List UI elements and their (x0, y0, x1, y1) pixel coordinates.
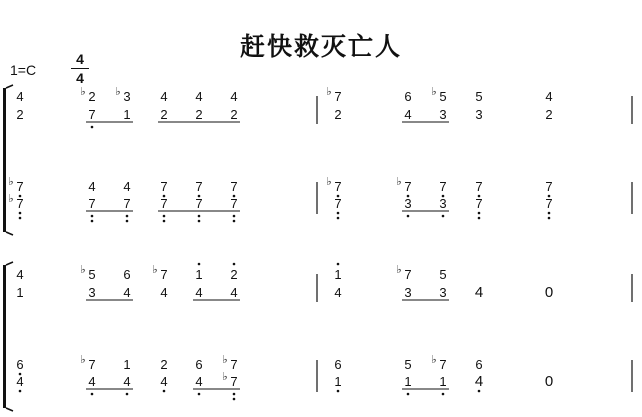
note-digit: 1 (334, 267, 342, 282)
system-brace (3, 85, 13, 235)
octave-dot-below (91, 215, 94, 218)
note-digit: 6 (475, 357, 483, 372)
note (334, 357, 341, 372)
note-digit: 7 (334, 89, 342, 104)
note-digit: 7 (545, 179, 553, 194)
flat-accidental: ♭ (396, 176, 402, 188)
octave-dot-above (337, 263, 340, 266)
note-digit: 5 (88, 267, 96, 282)
octave-dot-below (91, 220, 94, 223)
key-signature: 1=C (10, 62, 37, 78)
note (16, 285, 23, 300)
note-digit: 3 (88, 285, 96, 300)
flat-accidental: ♭ (396, 264, 402, 276)
note (545, 373, 553, 390)
octave-dot-below (198, 215, 201, 218)
flat-accidental: ♭ (80, 86, 86, 98)
note (439, 196, 446, 217)
note-digit: 4 (160, 285, 168, 300)
octave-dot-below (233, 393, 236, 396)
note (123, 285, 130, 300)
note-digit: 7 (88, 107, 96, 122)
note (160, 107, 167, 122)
note (195, 196, 202, 222)
note-digit: 4 (195, 285, 203, 300)
note (475, 357, 482, 372)
note-digit: 4 (404, 107, 412, 122)
note-digit: 2 (160, 357, 168, 372)
note (439, 285, 446, 300)
note (80, 86, 95, 104)
flat-accidental: ♭ (115, 86, 121, 98)
note-digit: 4 (88, 179, 96, 194)
note-digit: 7 (475, 196, 483, 211)
note-digit: 7 (439, 179, 447, 194)
note (88, 285, 95, 300)
octave-dot-below (407, 215, 410, 218)
note-digit: 1 (16, 285, 24, 300)
note (195, 179, 202, 197)
note (88, 107, 95, 128)
note-digit: 2 (230, 107, 238, 122)
note-digit: 2 (88, 89, 96, 104)
flat-accidental: ♭ (152, 264, 158, 276)
note (439, 179, 446, 197)
octave-dot-below (478, 217, 481, 220)
octave-dot-below (91, 393, 94, 396)
octave-dot-below (163, 390, 166, 393)
note (123, 107, 130, 122)
note-digit: 6 (16, 357, 24, 372)
note (115, 86, 130, 104)
octave-dot-below (233, 215, 236, 218)
note (8, 193, 23, 219)
note-digit: 1 (123, 107, 131, 122)
note (475, 179, 482, 197)
note-digit: 7 (230, 196, 238, 211)
note-digit: 7 (475, 179, 483, 194)
note (160, 179, 167, 197)
note-digit: 0 (544, 373, 554, 390)
flat-accidental: ♭ (80, 354, 86, 366)
note-digit: 4 (474, 373, 484, 390)
time-signature-numerator: 4 (76, 51, 84, 67)
note-digit: 6 (334, 357, 342, 372)
note-digit: 3 (439, 107, 447, 122)
note (334, 263, 341, 282)
note-digit: 6 (195, 357, 203, 372)
note (160, 89, 167, 104)
note (475, 107, 482, 122)
octave-dot-below (233, 220, 236, 223)
octave-dot-below (548, 212, 551, 215)
note-digit: 4 (545, 89, 553, 104)
note (123, 179, 130, 194)
note (16, 357, 23, 375)
note-digit: 3 (475, 107, 483, 122)
note (16, 267, 23, 282)
note (404, 89, 411, 104)
note-digit: 2 (545, 107, 553, 122)
note (475, 284, 483, 301)
note (334, 107, 341, 122)
octave-dot-below (337, 212, 340, 215)
note-digit: 2 (334, 107, 342, 122)
note (334, 374, 341, 392)
note (326, 176, 341, 197)
note-digit: 4 (123, 374, 131, 389)
octave-dot-below (198, 220, 201, 223)
flat-accidental: ♭ (80, 264, 86, 276)
note-digit: 7 (16, 179, 24, 194)
note-digit: 4 (195, 89, 203, 104)
note (404, 374, 411, 395)
note-digit: 7 (230, 357, 238, 372)
note-digit: 7 (545, 196, 553, 211)
octave-dot-below (478, 212, 481, 215)
note (88, 179, 95, 194)
note-digit: 7 (123, 196, 131, 211)
octave-dot-below (442, 215, 445, 218)
note-digit: 2 (16, 107, 24, 122)
note (230, 263, 237, 282)
octave-dot-below (91, 126, 94, 129)
note (222, 354, 237, 372)
note-digit: 5 (439, 89, 447, 104)
note-digit: 7 (88, 196, 96, 211)
octave-dot-below (233, 398, 236, 401)
note-digit: 3 (404, 196, 412, 211)
octave-dot-below (198, 393, 201, 396)
note-digit: 3 (404, 285, 412, 300)
octave-dot-below (126, 393, 129, 396)
flat-accidental: ♭ (326, 86, 332, 98)
note-digit: 5 (439, 267, 447, 282)
note (404, 357, 411, 372)
note-digit: 2 (160, 107, 168, 122)
note (334, 285, 341, 300)
octave-dot-below (442, 393, 445, 396)
note (326, 86, 341, 104)
note (88, 374, 95, 395)
note-digit: 7 (334, 179, 342, 194)
octave-dot-below (163, 215, 166, 218)
note-digit: 2 (195, 107, 203, 122)
octave-dot-below (19, 390, 22, 393)
note-digit: 3 (439, 285, 447, 300)
note (230, 89, 237, 104)
note-digit: 7 (160, 267, 168, 282)
note-digit: 4 (160, 374, 168, 389)
note-digit: 5 (475, 89, 483, 104)
octave-dot-below (548, 217, 551, 220)
note (160, 285, 167, 300)
note-digit: 4 (230, 285, 238, 300)
note-digit: 5 (404, 357, 412, 372)
time-signature-denominator: 4 (76, 70, 84, 86)
note-digit: 2 (230, 267, 238, 282)
note (16, 107, 23, 122)
octave-dot-below (126, 215, 129, 218)
note-digit: 7 (230, 179, 238, 194)
note (123, 357, 130, 372)
flat-accidental: ♭ (326, 176, 332, 188)
note-digit: 7 (160, 196, 168, 211)
octave-dot-below (126, 220, 129, 223)
octave-dot-below (19, 217, 22, 220)
octave-dot-above (198, 263, 201, 266)
note (404, 196, 411, 217)
note-digit: 7 (195, 179, 203, 194)
score-title: 赶快救灭亡人 (239, 32, 402, 61)
note (545, 284, 553, 301)
note (123, 196, 130, 222)
note (80, 264, 95, 282)
note-digit: 6 (404, 89, 412, 104)
note-digit: 6 (123, 267, 131, 282)
note (230, 107, 237, 122)
note-digit: 4 (474, 284, 484, 301)
note (404, 285, 411, 300)
note-digit: 4 (123, 285, 131, 300)
note (123, 267, 130, 282)
note (195, 374, 202, 395)
note-digit: 7 (230, 374, 238, 389)
note-digit: 4 (88, 374, 96, 389)
flat-accidental: ♭ (222, 354, 228, 366)
octave-dot-below (163, 220, 166, 223)
flat-accidental: ♭ (222, 371, 228, 383)
note (545, 107, 552, 122)
note (152, 264, 167, 282)
note (431, 86, 446, 104)
note (195, 89, 202, 104)
note (230, 196, 237, 222)
note-digit: 1 (404, 374, 412, 389)
note-digit: 0 (544, 284, 554, 301)
octave-dot-above (233, 263, 236, 266)
note-digit: 4 (16, 89, 24, 104)
note (334, 196, 341, 219)
note-digit: 7 (404, 267, 412, 282)
note (16, 89, 23, 104)
note-digit: 1 (195, 267, 203, 282)
note-digit: 7 (88, 357, 96, 372)
note (475, 196, 482, 219)
note (222, 371, 237, 400)
note (545, 179, 552, 197)
note-digit: 1 (123, 357, 131, 372)
flat-accidental: ♭ (431, 354, 437, 366)
note (230, 179, 237, 197)
note (475, 89, 482, 104)
note-digit: 1 (439, 374, 447, 389)
flat-accidental: ♭ (8, 176, 14, 188)
flat-accidental: ♭ (431, 86, 437, 98)
octave-dot-below (478, 390, 481, 393)
octave-dot-below (19, 212, 22, 215)
note-digit: 7 (404, 179, 412, 194)
note (439, 267, 446, 282)
note (160, 357, 167, 372)
note-digit: 4 (16, 374, 24, 389)
note-digit: 3 (439, 196, 447, 211)
octave-dot-below (337, 390, 340, 393)
system-brace (3, 262, 13, 411)
note-digit: 7 (195, 196, 203, 211)
note (88, 196, 95, 222)
note (195, 285, 202, 300)
note-digit: 4 (230, 89, 238, 104)
note (404, 107, 411, 122)
note-digit: 4 (123, 179, 131, 194)
note (195, 357, 202, 372)
note (160, 374, 167, 392)
note-digit: 7 (439, 357, 447, 372)
note (431, 354, 446, 372)
note-digit: 7 (334, 196, 342, 211)
note (545, 196, 552, 219)
flat-accidental: ♭ (8, 193, 14, 205)
note (230, 285, 237, 300)
note (195, 107, 202, 122)
note (16, 374, 23, 392)
note (396, 264, 411, 282)
note-digit: 4 (16, 267, 24, 282)
note-digit: 4 (334, 285, 342, 300)
note (195, 263, 202, 282)
note-digit: 3 (123, 89, 131, 104)
note-digit: 4 (195, 374, 203, 389)
note (396, 176, 411, 197)
note (80, 354, 95, 372)
note-digit: 1 (334, 374, 342, 389)
note (475, 373, 483, 392)
note (123, 374, 130, 395)
note (160, 196, 167, 222)
octave-dot-below (337, 217, 340, 220)
note (439, 374, 446, 395)
note-digit: 7 (160, 179, 168, 194)
note-digit: 7 (16, 196, 24, 211)
note (545, 89, 552, 104)
note-digit: 4 (160, 89, 168, 104)
octave-dot-below (407, 393, 410, 396)
note (439, 107, 446, 122)
